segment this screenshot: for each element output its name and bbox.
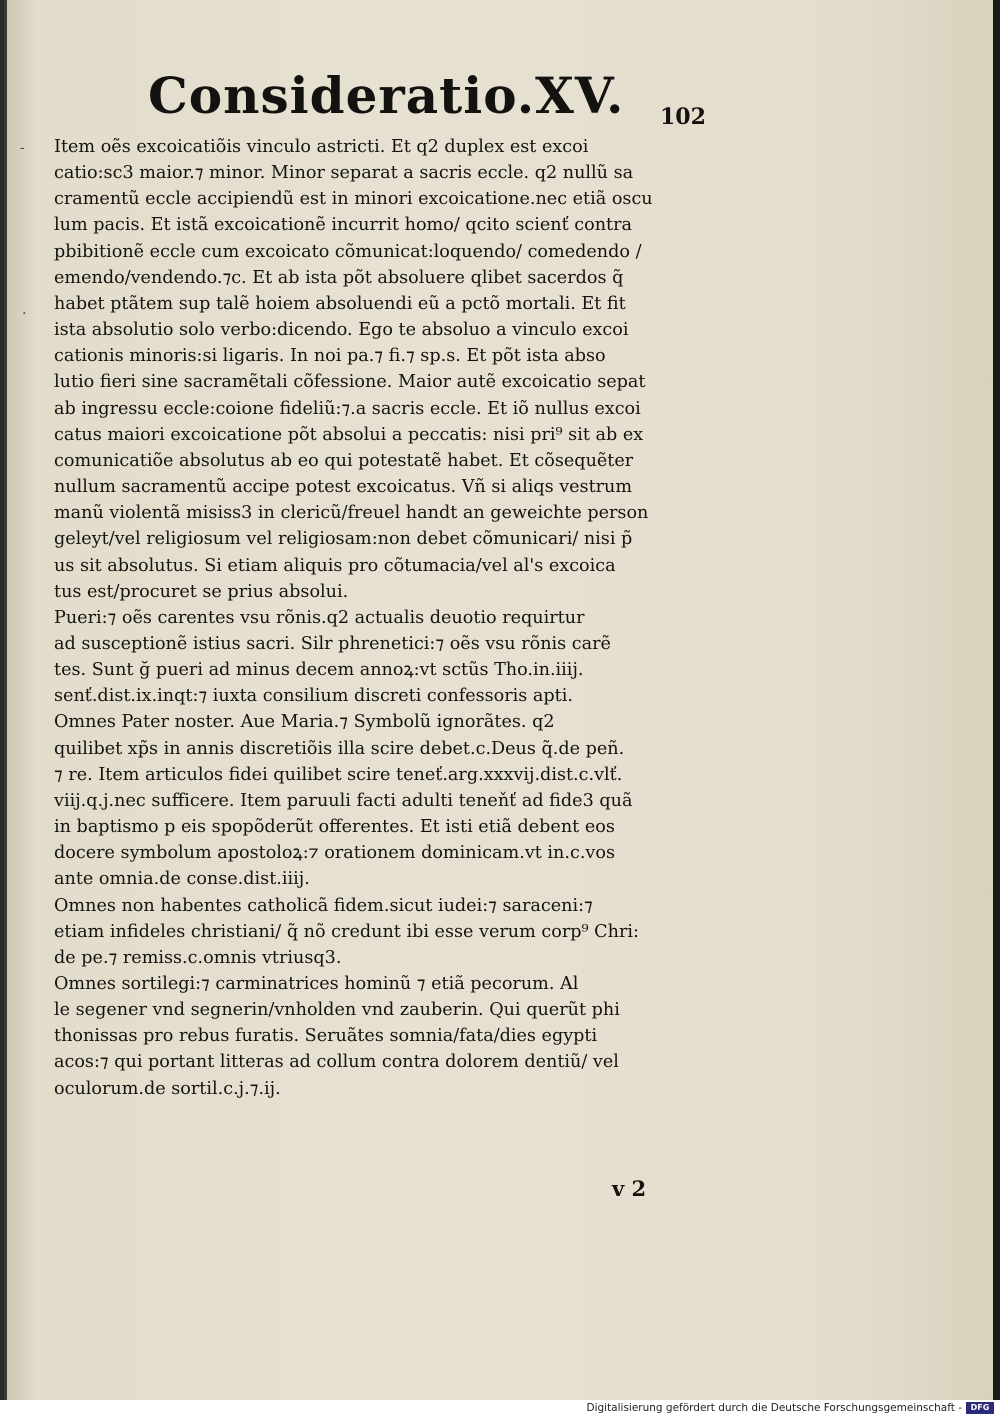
- text-line: in baptismo p eis spopõderũt offerentes. Et isti etiã debent eos: [54, 817, 615, 838]
- text-line: lum pacis. Et istã excoicationẽ incurrit homo/ qcito scienť contra: [54, 215, 632, 236]
- text-line: catio:sc3 maior.⁊ minor. Minor separat a sacris eccle. q2 nullũ sa: [54, 163, 634, 184]
- text-line: nullum sacramentũ accipe potest excoicatus. Vñ si aliqs vestrum: [54, 477, 633, 498]
- text-line: ab ingressu eccle:coione fideliũ:⁊.a sacris eccle. Et iõ nullus excoi: [54, 398, 641, 419]
- signature-mark: v 2: [612, 1176, 647, 1201]
- folio-number: 102: [660, 104, 706, 130]
- text-line: Omnes sortilegi:⁊ carminatrices hominũ ⁊ etiã pecorum. Al: [54, 974, 579, 994]
- text-line: geleyt/vel religiosum vel religiosam:non debet cõmunicari/ nisi p̃: [54, 529, 633, 550]
- text-line: Omnes non habentes catholicã fidem.sicut iudei:⁊ saraceni:⁊: [54, 895, 593, 916]
- text-line: cationis minoris:si ligaris. In noi pa.⁊ fi.⁊ sp.s. Et põt ista abso: [54, 346, 606, 367]
- text-line: oculorum.de sortil.c.j.⁊.ij.: [54, 1078, 281, 1099]
- text-line: ante omnia.de conse.dist.iiij.: [54, 869, 310, 890]
- text-line: acos:⁊ qui portant litteras ad collum contra dolorem dentiũ/ vel: [54, 1052, 619, 1073]
- text-line: comunicatiõe absolutus ab eo qui potestatẽ habet. Et cõsequẽter: [54, 450, 634, 471]
- funding-notice: Digitalisierung gefördert durch die Deutsche Forschungsgemeinschaft -: [586, 1402, 962, 1414]
- text-line: ista absolutio solo verbo:dicendo. Ego te absoluo a vinculo excoi: [54, 320, 629, 341]
- text-line: quilibet xp̃s in annis discretiõis illa scire debet.c.Deus q̃.de peñ.: [54, 738, 625, 759]
- text-line: thonissas pro rebus furatis. Seruãtes somnia/fata/dies egypti: [54, 1026, 598, 1047]
- text-line: us sit absolutus. Si etiam aliquis pro cõtumacia/vel al's excoica: [54, 555, 616, 576]
- body-text: [54, 134, 720, 1102]
- text-line: lutio fieri sine sacramẽtali cõfessione. Maior autẽ excoicatio sepat: [54, 372, 646, 393]
- dfg-logo-icon: DFG: [966, 1402, 994, 1414]
- text-line: pbibitionẽ eccle cum excoicato cõmunicat:loquendo/ comedendo /: [54, 241, 642, 262]
- text-line: ad susceptionẽ istius sacri. Silr phrenetici:⁊ oẽs vsu rõnis carẽ: [54, 633, 611, 654]
- text-line: manũ violentã misiss3 in clericũ/freuel handt an geweichte person: [54, 503, 649, 524]
- page-edge-shadow: [993, 0, 1000, 1400]
- text-line: tus est/procuret se prius absolui.: [54, 581, 349, 602]
- page-heading: Consideratio.XV.: [148, 66, 625, 125]
- text-line: catus maiori excoicatione põt absolui a peccatis: nisi pri⁹ sit ab ex: [54, 424, 644, 445]
- text-line: emendo/vendendo.⁊c. Et ab ista põt absoluere qlibet sacerdos q̃: [54, 267, 624, 288]
- text-line: Item oẽs excoicatiõis vinculo astricti. Et q2 duplex est excoi: [54, 137, 589, 157]
- text-line: senť.dist.ix.inqt:⁊ iuxta consilium discreti confessoris apti.: [54, 686, 573, 707]
- margin-mark: -: [20, 140, 25, 156]
- text-line: tes. Sunt ğ pueri ad minus decem annoꝝ:vt sctũs Tho.in.iiij.: [54, 660, 584, 681]
- text-line: cramentũ eccle accipiendũ est in minori excoicatione.nec etiã oscu: [54, 189, 653, 210]
- text-line: ⁊ re. Item articulos fidei quilibet scire teneť.arg.xxxvij.dist.c.vlť.: [54, 764, 623, 785]
- margin-mark: .: [22, 302, 27, 318]
- text-line: viij.q.j.nec sufficere. Item paruuli facti adulti teneňť ad fide3 quã: [54, 790, 633, 811]
- text-line: Omnes Pater noster. Aue Maria.⁊ Symbolũ ignorãtes. q2: [54, 712, 555, 733]
- text-line: de pe.⁊ remiss.c.omnis vtriusq3.: [54, 947, 342, 968]
- footer-bar: [0, 1400, 1000, 1418]
- text-line: docere symbolum apostoloꝝ:⁊ orationem dominicam.vt in.c.vos: [54, 843, 615, 864]
- text-line: habet ptãtem sup talẽ hoiem absoluendi eũ a pctõ mortali. Et fit: [54, 293, 626, 314]
- text-line: Pueri:⁊ oẽs carentes vsu rõnis.q2 actualis deuotio requirtur: [54, 607, 585, 628]
- text-line: etiam infideles christiani/ q̃ nõ credunt ibi esse verum corp⁹ Chri:: [54, 921, 639, 942]
- text-line: le segener vnd segnerin/vnholden vnd zauberin. Qui querũt phi: [54, 1000, 620, 1021]
